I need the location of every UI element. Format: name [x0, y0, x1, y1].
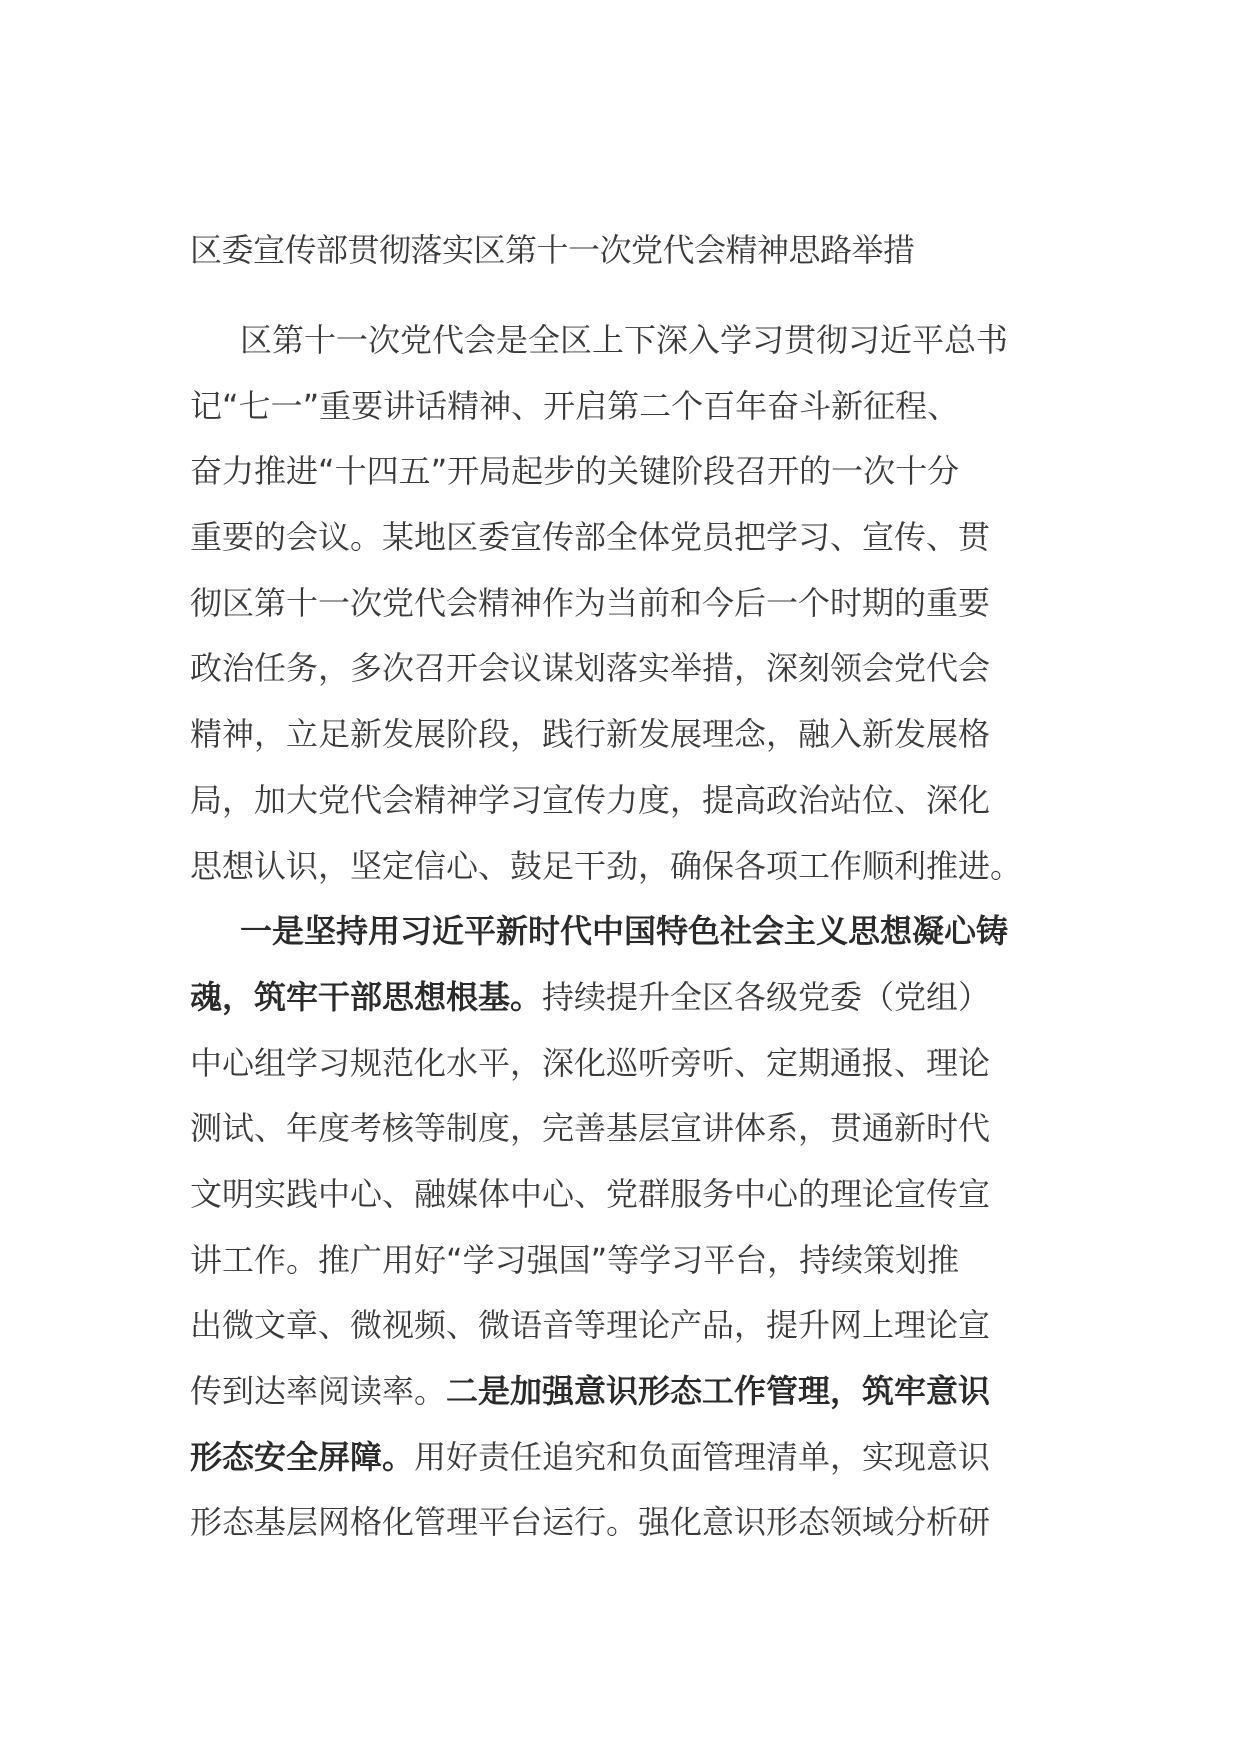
- text-line: [190, 965, 1050, 1031]
- document-title: 区委宣传部贯彻落实区第十一次党代会精神思路举措: [190, 231, 915, 269]
- text-line: [190, 1031, 1050, 1097]
- text-line: [190, 439, 1050, 505]
- text-line: [190, 702, 1050, 768]
- body-text: 中心组学习规范化水平，深化巡听旁听、定期通报、理论: [190, 1043, 991, 1082]
- body-text: 文明实践中心、融媒体中心、党群服务中心的理论宣传宣: [190, 1174, 991, 1213]
- document-body: [190, 308, 1050, 1556]
- bold-heading-text: 二是加强意识形态工作管理，筑牢意识: [446, 1372, 991, 1410]
- body-text: 记“七一”重要讲话精神、开启第二个百年奋斗新征程、: [190, 386, 960, 425]
- body-text: 区第十一次党代会是全区上下深入学习贯彻习近平总书: [240, 321, 1009, 359]
- body-text: 出微文章、微视频、微语音等理论产品，提升网上理论宣: [190, 1306, 991, 1345]
- body-text: 持续提升全区各级党委（党组）: [542, 977, 991, 1016]
- body-text: 思想认识，坚定信心、鼓足干劲，确保各项工作顺利推进。: [190, 846, 1023, 885]
- body-text: 精神，立足新发展阶段，践行新发展理念，融入新发展格: [190, 715, 991, 754]
- bold-heading-text: 一是坚持用习近平新时代中国特色社会主义思想凝心铸: [240, 912, 1009, 951]
- body-text: 政治任务，多次召开会议谋划落实举措，深刻领会党代会: [190, 649, 991, 688]
- text-line: [190, 1162, 1050, 1228]
- body-text: 重要的会议。某地区委宣传部全体党员把学习、宣传、贯: [190, 518, 991, 557]
- body-text: 传到达率阅读率。: [190, 1372, 447, 1410]
- text-line: [190, 834, 1050, 900]
- body-text: 用好责任追究和负面管理清单，实现意识: [414, 1437, 991, 1476]
- text-line: [190, 1096, 1050, 1162]
- body-text: 形态基层网格化管理平台运行。强化意识形态领域分析研: [190, 1503, 991, 1542]
- bold-heading-text: 魂，筑牢干部思想根基。: [190, 977, 543, 1016]
- text-line: [190, 1359, 1050, 1425]
- text-line: [190, 505, 1050, 571]
- bold-heading-text: 形态安全屏障。: [190, 1437, 415, 1476]
- text-line: [190, 1293, 1050, 1359]
- body-text: 测试、年度考核等制度，完善基层宣讲体系，贯通新时代: [190, 1109, 991, 1148]
- text-line: [190, 1490, 1050, 1556]
- text-line: [190, 1228, 1050, 1294]
- text-line: [190, 308, 1050, 374]
- text-line: [190, 899, 1050, 965]
- text-line: [190, 571, 1050, 637]
- text-line: [190, 636, 1050, 702]
- body-text: 局，加大党代会精神学习宣传力度，提高政治站位、深化: [190, 780, 991, 819]
- body-text: 彻区第十一次党代会精神作为当前和今后一个时期的重要: [190, 583, 991, 622]
- body-text: 讲工作。推广用好“学习强国”等学习平台，持续策划推: [190, 1240, 960, 1279]
- text-line: [190, 374, 1050, 440]
- body-text: 奋力推进“十四五”开局起步的关键阶段召开的一次十分: [190, 452, 960, 491]
- text-line: [190, 768, 1050, 834]
- text-line: [190, 1425, 1050, 1491]
